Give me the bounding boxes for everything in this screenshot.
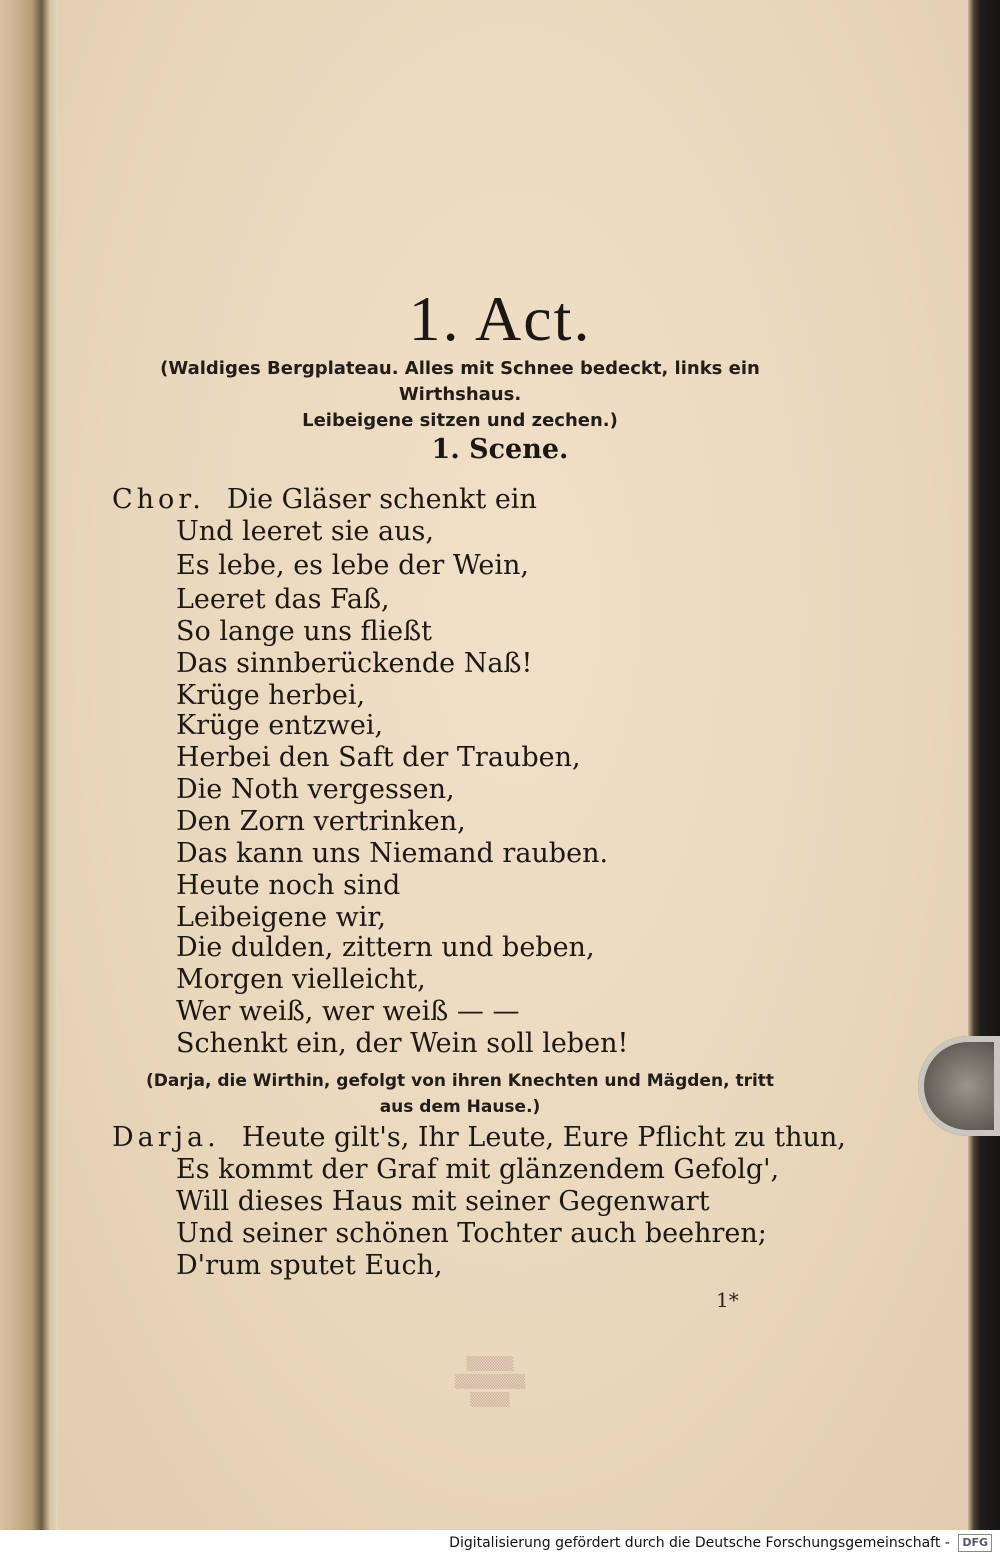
verse-line: Leeret das Faß, <box>176 584 390 615</box>
verse-line: Und leeret sie aus, <box>176 516 434 547</box>
verse-line: Es kommt der Graf mit glänzendem Gefolg', <box>176 1154 780 1185</box>
scene-title: 1. Scene. <box>431 434 569 465</box>
stage-direction-line: Leibeigene sitzen und zechen.) <box>302 410 618 431</box>
verse-line: Will dieses Haus mit seiner Gegenwart <box>176 1186 710 1217</box>
verse-line: Wer weiß, wer weiß — — <box>176 996 520 1027</box>
stage-direction-darja <box>100 1068 820 1120</box>
verse-line: D'rum sputet Euch, <box>176 1250 443 1281</box>
act-title: 1. Act. <box>408 283 592 354</box>
library-stamp: ▒▒▒▒▒▒ ▒▒▒▒▒▒▒▒▒ ▒▒▒▒▒ <box>454 1357 526 1408</box>
verse-line: Krüge herbei, <box>176 680 366 711</box>
footer-credit: Digitalisierung gefördert durch die Deutsche Forschungsgemeinschaft - <box>449 1535 950 1551</box>
speaker-darja: Darja. <box>112 1122 220 1153</box>
verse-text: Die Gläser schenkt ein <box>226 484 537 515</box>
verse-line: Heute noch sind <box>176 870 401 901</box>
signature-mark: 1* <box>716 1288 739 1312</box>
dfg-logo: DFG <box>958 1534 992 1552</box>
stage-direction-line: (Waldiges Bergplateau. Alles mit Schnee bedeckt, links ein Wirthshaus. <box>160 358 760 405</box>
verse-line: Herbei den Saft der Trauben, <box>176 742 581 773</box>
verse-line: Morgen vielleicht, <box>176 964 426 995</box>
verse-text: Heute gilt's, Ihr Leute, Eure Pflicht zu thun, <box>241 1122 846 1153</box>
verse-line: Es lebe, es lebe der Wein, <box>176 550 529 581</box>
stage-direction-line: aus dem Hause.) <box>379 1097 541 1117</box>
verse-line: So lange uns fließt <box>176 616 433 647</box>
scan-right-edge <box>968 0 1000 1530</box>
verse-line: Die dulden, zittern und beben, <box>176 932 595 963</box>
scan-left-edge <box>0 0 58 1556</box>
verse-line: Das sinnberückende Naß! <box>176 648 533 679</box>
stage-direction-opening <box>100 356 820 434</box>
stage-direction-line: (Darja, die Wirthin, gefolgt von ihren Knechten und Mägden, tritt <box>145 1071 775 1091</box>
digitization-footer <box>0 1530 1000 1556</box>
verse-line <box>112 484 537 515</box>
verse-line: Krüge entzwei, <box>176 710 384 741</box>
verse-line: Das kann uns Niemand rauben. <box>176 838 609 869</box>
verse-line <box>112 1122 846 1153</box>
verse-line: Den Zorn vertrinken, <box>176 806 466 837</box>
verse-line: Die Noth vergessen, <box>176 774 455 805</box>
verse-line: Schenkt ein, der Wein soll leben! <box>176 1028 629 1059</box>
verse-line: Und seiner schönen Tochter auch beehren; <box>176 1218 767 1249</box>
speaker-chor: Chor. <box>112 484 205 515</box>
verse-line: Leibeigene wir, <box>176 902 386 933</box>
